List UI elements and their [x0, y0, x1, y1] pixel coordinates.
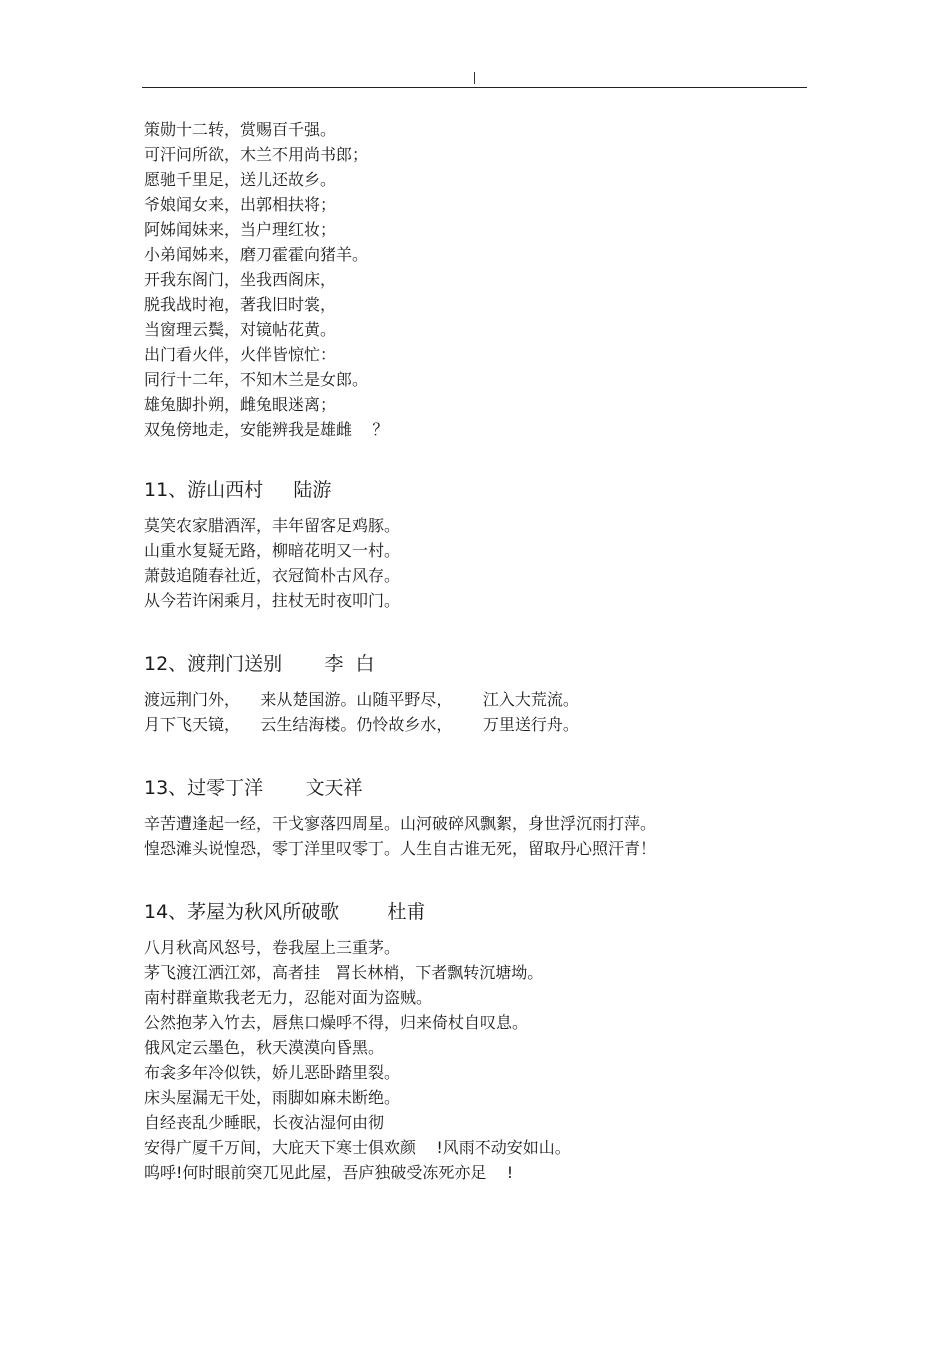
- poem-section: [144, 651, 814, 737]
- poem-section: [144, 477, 814, 613]
- header-mark: [474, 72, 475, 84]
- text-line: 公然抱茅入竹去，唇焦口燥呼不得，归来倚杖自叹息。: [144, 1013, 529, 1032]
- text-line: 愿驰千里足，送儿还故乡。: [144, 170, 337, 189]
- text-line: 辛苦遭逢起一经，干戈寥落四周星。山河破碎风飘絮，身世浮沉雨打萍。: [144, 814, 657, 833]
- text-line: 渡远荆门外， 来从楚国游。山随平野尽， 江入大荒流。: [144, 690, 579, 709]
- document-body: [144, 117, 814, 1185]
- text-line: 惶恐滩头说惶恐，零丁洋里叹零丁。人生自古谁无死，留取丹心照汗青！: [144, 839, 657, 858]
- text-line: 爷娘闻女来，出郭相扶将；: [144, 195, 337, 214]
- text-line: 萧鼓追随春社近，衣冠简朴古风存。: [144, 566, 401, 585]
- intro-section: [144, 117, 814, 442]
- text-line: 呜呼!何时眼前突兀见此屋，吾庐独破受冻死亦足 !: [144, 1163, 514, 1182]
- text-line: 俄风定云墨色，秋天漠漠向昏黑。: [144, 1038, 385, 1057]
- text-line: 安得广厦千万间，大庇天下寒士俱欢颜 !风雨不动安如山。: [144, 1138, 571, 1157]
- poem-heading: 12、渡荆门送别 李 白: [144, 653, 375, 675]
- text-line: 雄兔脚扑朔，雌兔眼迷离；: [144, 395, 337, 414]
- poem-section: [144, 775, 814, 861]
- text-line: 莫笑农家腊酒浑，丰年留客足鸡豚。: [144, 516, 401, 535]
- text-line: 可汗问所欲，木兰不用尚书郎；: [144, 145, 369, 164]
- text-line: 自经丧乱少睡眠，长夜沾湿何由彻: [144, 1113, 385, 1132]
- text-line: 茅飞渡江洒江郊，高者挂 罥长林梢，下者飘转沉塘坳。: [144, 963, 544, 982]
- text-line: 脱我战时袍，著我旧时裳，: [144, 295, 337, 314]
- poem-section: [144, 899, 814, 1185]
- text-line: 南村群童欺我老无力，忍能对面为盗贼。: [144, 988, 433, 1007]
- text-line: 当窗理云鬓，对镜帖花黄。: [144, 320, 337, 339]
- poem-heading: 13、过零丁洋 文天祥: [144, 777, 363, 799]
- text-line: 出门看火伴，火伴皆惊忙：: [144, 345, 337, 364]
- text-line: 小弟闻姊来，磨刀霍霍向猪羊。: [144, 245, 369, 264]
- text-line: 床头屋漏无干处，雨脚如麻未断绝。: [144, 1088, 401, 1107]
- header-rule: [142, 87, 807, 88]
- text-line: 阿姊闻妹来，当户理红妆；: [144, 220, 337, 239]
- text-line: 八月秋高风怒号，卷我屋上三重茅。: [144, 938, 401, 957]
- text-line: 月下飞天镜， 云生结海楼。仍怜故乡水， 万里送行舟。: [144, 715, 579, 734]
- poem-heading: 11、游山西村 陆游: [144, 479, 332, 501]
- text-line: 同行十二年，不知木兰是女郎。: [144, 370, 369, 389]
- text-line: 山重水复疑无路，柳暗花明又一村。: [144, 541, 401, 560]
- text-line: 布衾多年冷似铁，娇儿恶卧踏里裂。: [144, 1063, 401, 1082]
- text-line: 策勋十二转，赏赐百千强。: [144, 120, 337, 139]
- poem-heading: 14、茅屋为秋风所破歌 杜甫: [144, 901, 426, 923]
- text-line: 从今若许闲乘月，拄杖无时夜叩门。: [144, 591, 401, 610]
- text-line: 双兔傍地走，安能辨我是雄雌 ？: [144, 420, 389, 439]
- text-line: 开我东阁门，坐我西阁床，: [144, 270, 337, 289]
